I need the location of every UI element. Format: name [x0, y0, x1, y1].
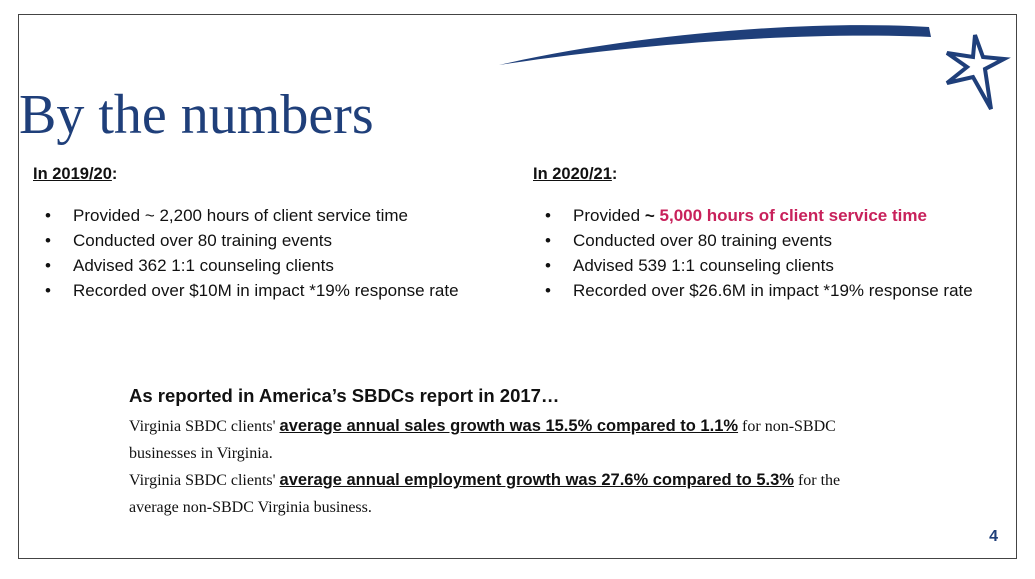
list-item: • Advised 362 1:1 counseling clients [33, 253, 503, 278]
left-column-heading [33, 165, 503, 185]
right-heading-colon: : [611, 165, 618, 183]
slide [18, 14, 1017, 559]
bullet-tilde: ~ [644, 206, 655, 225]
report-section [129, 385, 849, 521]
report-line1-emphasis: average annual sales growth was 15.5% compared to 1.1% [279, 417, 739, 435]
report-line2-prefix: Virginia SBDC clients' [129, 472, 276, 489]
report-paragraph-employment [129, 467, 849, 521]
list-item: • Conducted over 80 training events [33, 228, 503, 253]
page-number: 4 [989, 528, 998, 545]
bullet-prefix: Provided [573, 206, 641, 225]
report-paragraph-sales [129, 413, 849, 467]
left-heading-colon: : [111, 165, 118, 183]
report-line2-emphasis: average annual employment growth was 27.6% compared to 5.3% [279, 471, 794, 489]
right-column-heading [533, 165, 1003, 185]
right-heading-text: In 2020/21 [533, 165, 612, 183]
report-line2-suffix: for the average non-SBDC Virginia business. [129, 472, 841, 516]
list-item: • Provided ~ 2,200 hours of client service time [33, 203, 503, 228]
swoosh-star-icon [499, 17, 1017, 127]
highlight-text: 5,000 hours of client service time [659, 206, 927, 225]
right-column [533, 165, 1003, 303]
report-heading: As reported in America’s SBDCs report in 2017… [129, 385, 560, 406]
list-item: • Advised 539 1:1 counseling clients [533, 253, 1003, 278]
page-title: By the numbers [19, 84, 374, 146]
list-item [533, 203, 1003, 228]
list-item: • Recorded over $26.6M in impact *19% response rate [533, 278, 1003, 303]
left-column [33, 165, 503, 303]
left-bullet-list [33, 203, 503, 303]
report-line1-prefix: Virginia SBDC clients' [129, 418, 276, 435]
left-heading-text: In 2019/20 [33, 165, 112, 183]
report-line1-suffix: for non-SBDC businesses in Virginia. [129, 418, 836, 462]
list-item: • Conducted over 80 training events [533, 228, 1003, 253]
right-bullet-list [533, 203, 1003, 303]
list-item: • Recorded over $10M in impact *19% response rate [33, 278, 503, 303]
